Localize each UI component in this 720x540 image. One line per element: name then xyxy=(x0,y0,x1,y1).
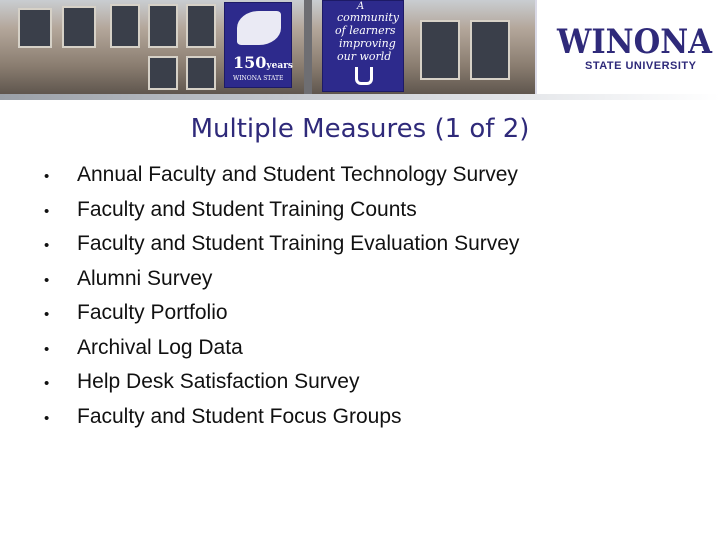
bullet-icon: • xyxy=(44,306,50,323)
bullet-text: Help Desk Satisfaction Survey xyxy=(77,370,360,393)
banner-school-name: WINONA STATE xyxy=(233,75,284,82)
crest-icon xyxy=(355,67,373,85)
bullet-text: Faculty and Student Training Evaluation Survey xyxy=(77,232,520,255)
bullet-item xyxy=(44,267,704,302)
bullet-item xyxy=(44,301,704,336)
bullet-text: Faculty and Student Focus Groups xyxy=(77,404,402,428)
bullet-item xyxy=(44,232,704,267)
bullet-text: Faculty and Student Training Counts xyxy=(77,197,417,221)
motto-line-2: community xyxy=(337,11,399,24)
motto-line-4: improving xyxy=(339,37,396,50)
bullet-icon: • xyxy=(44,409,50,427)
anniversary-years-word: years xyxy=(266,61,294,71)
bullet-item xyxy=(44,336,704,371)
bullet-item xyxy=(44,163,704,198)
bullet-icon: • xyxy=(44,375,50,392)
bullet-text: Faculty Portfolio xyxy=(77,301,228,324)
motto-banner xyxy=(322,0,404,92)
bullet-item xyxy=(44,370,704,405)
campus-photo xyxy=(0,0,535,94)
bullet-item xyxy=(44,405,704,440)
bullet-icon: • xyxy=(44,202,50,220)
bullet-icon: • xyxy=(44,271,50,289)
bullet-list xyxy=(44,163,704,439)
motto-line-1: A xyxy=(357,1,365,12)
logo-subtitle: STATE UNIVERSITY xyxy=(585,60,697,72)
wave-logo-icon xyxy=(237,11,281,45)
slide-title-text: Multiple Measures (1 of 2) xyxy=(190,114,530,144)
header-banner xyxy=(0,0,720,100)
logo-wordmark: WINONA xyxy=(557,22,713,62)
motto-line-3: of learners xyxy=(335,24,396,37)
university-logo xyxy=(535,0,720,100)
bullet-text: Annual Faculty and Student Technology Survey xyxy=(77,163,518,186)
bullet-text: Alumni Survey xyxy=(77,266,213,290)
slide-title xyxy=(0,114,720,144)
bullet-item xyxy=(44,198,704,233)
bullet-icon: • xyxy=(44,237,50,254)
bullet-icon: • xyxy=(44,168,50,185)
motto-line-5: our world xyxy=(337,50,392,63)
bullet-icon: • xyxy=(44,340,50,358)
bullet-text: Archival Log Data xyxy=(77,335,243,359)
anniversary-banner xyxy=(224,2,292,88)
banner-divider xyxy=(0,94,720,100)
anniversary-years: 150 xyxy=(233,53,267,72)
